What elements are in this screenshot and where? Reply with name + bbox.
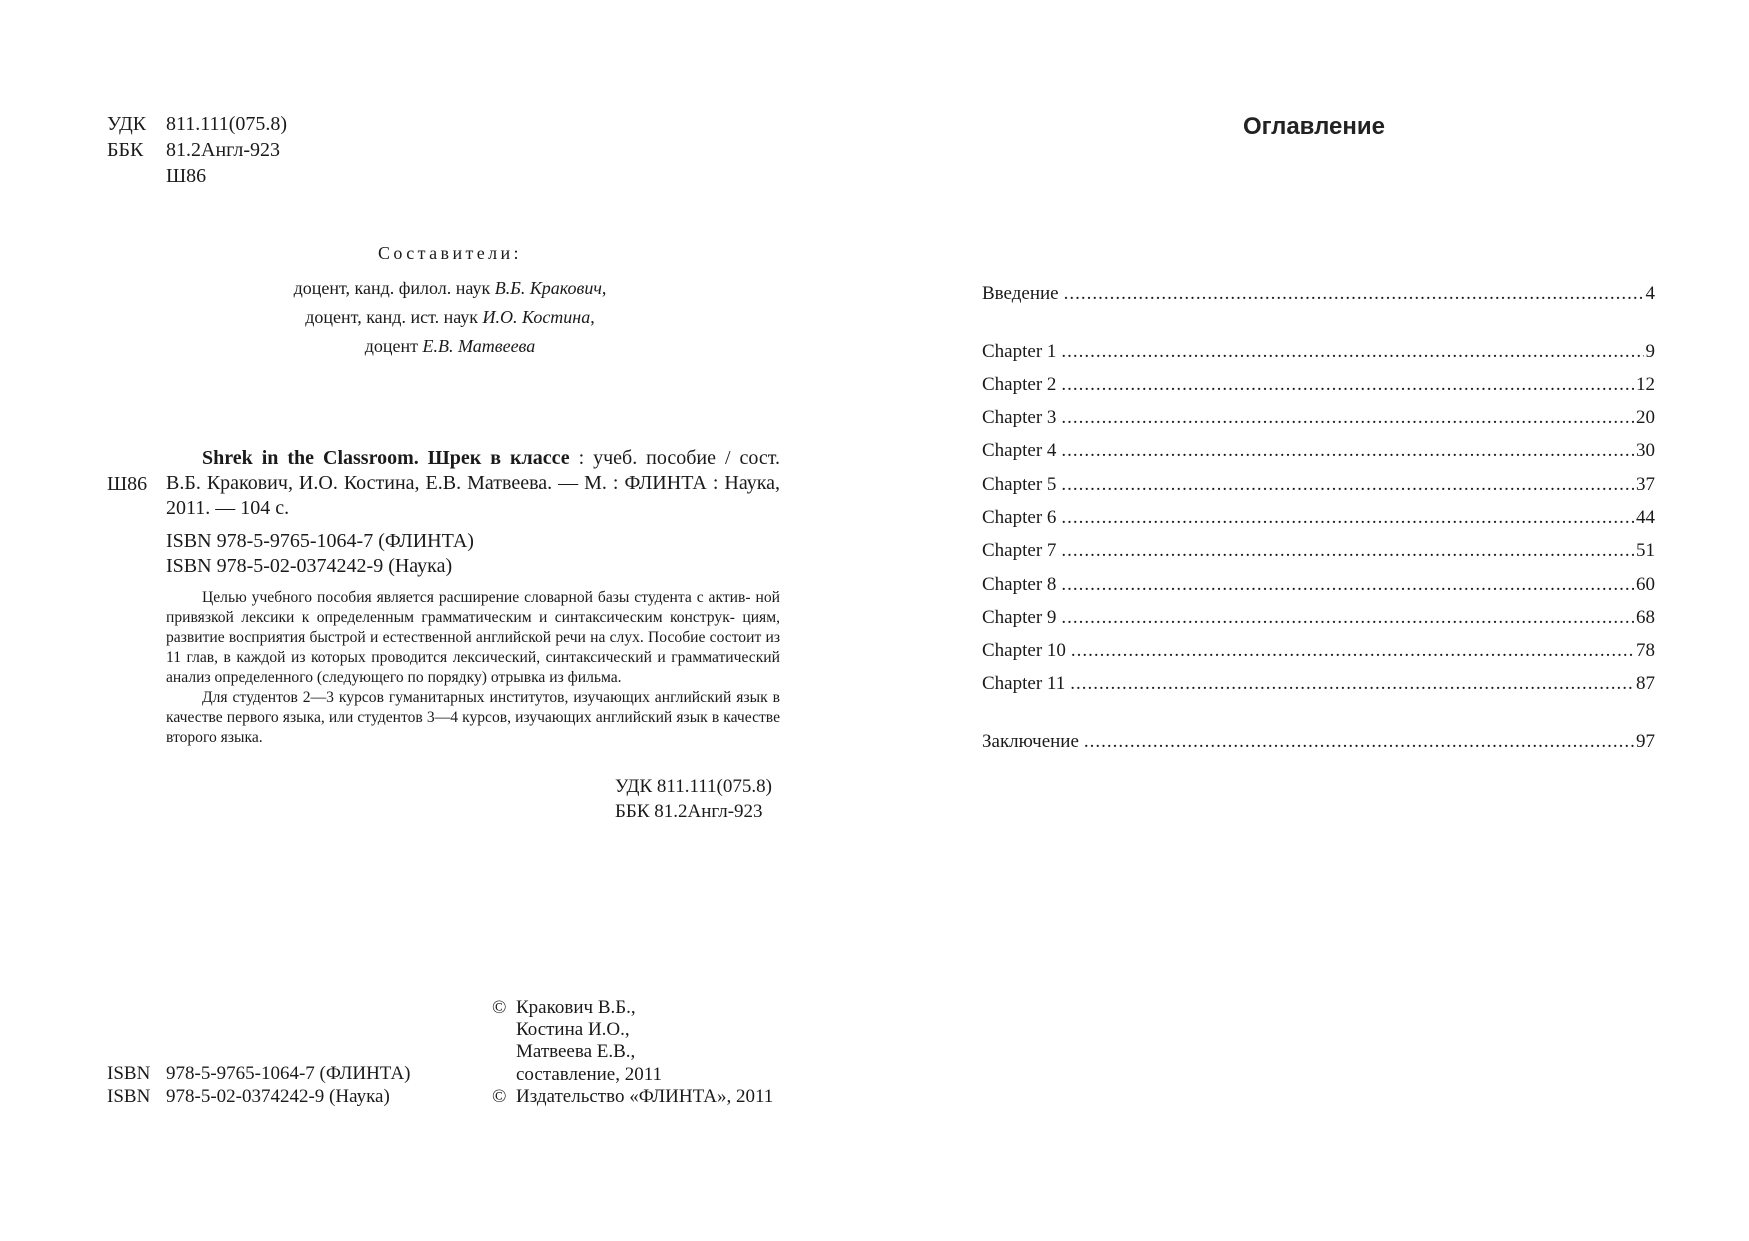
toc-label: Введение [982,283,1059,304]
compiler-2-suffix: , [590,307,595,327]
toc-entry-chapter-9[interactable] [982,606,1655,630]
abstract-text: язык в качестве второго языка. [166,709,780,746]
abstract-text: циям, развитие восприятия быстрой и естественной английской речи на слух. Пособие [166,609,780,646]
toc-page-number: 9 [1645,341,1655,362]
toc-entry-chapter-11[interactable] [982,672,1655,696]
compiler-3-title: доцент [364,336,423,356]
compiler-1-name: В.Б. Кракович [494,278,602,298]
toc-label: Chapter 3 [982,407,1057,428]
toc-label: Chapter 9 [982,607,1057,628]
toc-leader-dots [1061,506,1634,530]
copyright-author-1: Кракович В.Б., [516,997,636,1018]
isbn-label-1: ISBN [107,1063,151,1084]
toc-page-number: 44 [1636,507,1655,528]
bbk-value: 81.2Англ-923 [166,139,280,161]
compiler-1-title: доцент, канд. филол. наук [293,278,495,298]
toc-leader-dots [1061,473,1634,497]
toc-title: Оглавление [1243,113,1385,140]
udk-label: УДК [107,113,147,135]
toc-page-number: 51 [1636,540,1655,561]
toc-label: Chapter 11 [982,673,1066,694]
toc-leader-dots [1061,573,1634,597]
bib-record [166,446,780,579]
toc-page-number: 20 [1636,407,1655,428]
toc-leader-dots [1061,439,1634,463]
bbk-label: ББК [107,139,144,161]
abstract-paragraph-2 [166,688,780,748]
isbn-value-1: 978-5-9765-1064-7 (ФЛИНТА) [166,1063,411,1084]
toc-label: Chapter 6 [982,507,1057,528]
toc-label: Chapter 10 [982,640,1066,661]
compiler-line-1 [220,278,680,299]
toc-leader-dots [1064,282,1644,306]
bib-mark: Ш86 [107,473,148,495]
toc-page-number: 12 [1636,374,1655,395]
toc-entry-chapter-2[interactable] [982,373,1655,397]
udk-value: 811.111(075.8) [166,113,288,135]
toc-entry-chapter-7[interactable] [982,539,1655,563]
toc-page-number: 37 [1636,474,1655,495]
udk-bottom: УДК 811.111(075.8) [615,776,772,797]
bib-line-2: В.Б. Кракович, И.О. Костина, Е.В. Матвеева. — М. : ФЛИНТА : Наука, [166,472,780,494]
toc-entry-chapter-1[interactable] [982,340,1655,364]
abstract-text: Для студентов 2—3 курсов гуманитарных институтов, изучающих английский [202,689,732,706]
toc-leader-dots [1061,406,1634,430]
copyright-publisher: Издательство «ФЛИНТА», 2011 [516,1086,774,1107]
toc-entry-chapter-4[interactable] [982,439,1655,463]
abstract-text: язык в качестве первого языка, или студентов 3—4 курсов, изучающих английский [166,689,780,726]
compiler-2-name: И.О. Костина [482,307,591,327]
book-title: Shrek in the Classroom. Шрек в классе [202,447,570,469]
compilers-heading: Составители: [378,243,522,263]
isbn-label-2: ISBN [107,1086,151,1107]
toc-label: Chapter 1 [982,341,1057,362]
toc-leader-dots [1061,340,1643,364]
compiler-line-3 [220,336,680,357]
toc-page-number: 68 [1636,607,1655,628]
toc-leader-dots [1084,730,1634,754]
abstract-text: Целью учебного пособия является расширение словарной базы студента с актив- [202,589,751,606]
author-mark: Ш86 [166,165,207,187]
copyright-author-2: Костина И.О., [516,1019,630,1040]
abstract-text: ной привязкой лексики к определенным грамматическим и синтаксическим конструк- [166,589,780,626]
toc-entry-chapter-8[interactable] [982,573,1655,597]
toc-leader-dots [1061,539,1634,563]
toc-label: Chapter 5 [982,474,1057,495]
toc-page-number: 60 [1636,574,1655,595]
abstract [166,588,780,748]
toc-label: Chapter 8 [982,574,1057,595]
bib-isbn-2: ISBN 978-5-02-0374242-9 (Наука) [166,555,453,577]
compiler-1-suffix: , [601,278,607,298]
compiler-line-2 [220,307,680,328]
bib-line-3: 2011. — 104 с. [166,497,290,519]
bib-line-1-rest: : учеб. пособие / сост. [569,447,781,469]
toc-label: Chapter 7 [982,540,1057,561]
bbk-bottom: ББК 81.2Англ-923 [615,801,763,822]
abstract-text: состоит из 11 глав, в каждой из которых проводится лексический, синтаксический и [166,629,781,666]
copyright-author-3: Матвеева Е.В., [516,1041,636,1062]
copyright-compilation: составление, 2011 [516,1064,663,1085]
author-mark-row [107,165,206,188]
toc-page-number: 97 [1636,731,1655,752]
toc-page-number: 87 [1636,673,1655,694]
abstract-text: грамматический анализ определенного (следующего по порядку) отрывка из фильма. [166,649,780,686]
copyright-symbol-2: © [492,1086,507,1107]
copyright-symbol-1: © [492,997,507,1018]
toc-entry-chapter-5[interactable] [982,473,1655,497]
toc-label: Chapter 2 [982,374,1057,395]
bib-isbn-1: ISBN 978-5-9765-1064-7 (ФЛИНТА) [166,530,474,552]
toc-leader-dots [1061,373,1634,397]
compiler-3-name: Е.В. Матвеева [422,336,536,356]
toc-entry-introduction[interactable] [982,282,1655,306]
toc-label: Chapter 4 [982,440,1057,461]
bbk-row [107,139,280,162]
compiler-2-title: доцент, канд. ист. наук [305,307,483,327]
toc-label: Заключение [982,731,1079,752]
bib-line-1 [166,446,780,471]
toc-leader-dots [1070,672,1634,696]
isbn-value-2: 978-5-02-0374242-9 (Наука) [166,1086,390,1107]
toc-page-number: 30 [1636,440,1655,461]
udk-row [107,113,287,136]
toc-leader-dots [1061,606,1634,630]
toc-leader-dots [1071,639,1634,663]
abstract-paragraph-1 [166,588,780,688]
toc-page-number: 4 [1645,283,1655,304]
toc-entry-conclusion[interactable] [982,730,1655,754]
toc-entry-chapter-10[interactable] [982,639,1655,663]
toc-entry-chapter-6[interactable] [982,506,1655,530]
toc-page-number: 78 [1636,640,1655,661]
toc-entry-chapter-3[interactable] [982,406,1655,430]
